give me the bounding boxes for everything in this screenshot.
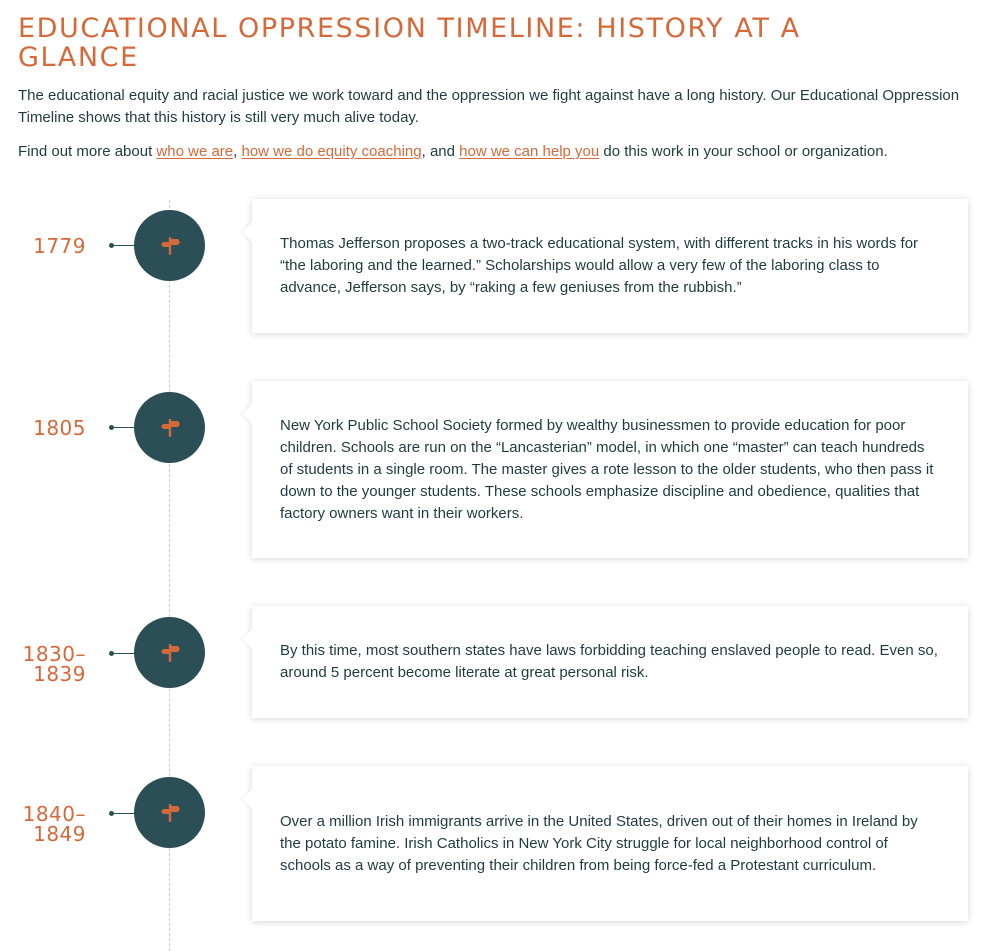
signpost-icon: [158, 641, 182, 665]
event-year-line-1: 1805: [33, 416, 86, 440]
find-more-suffix: do this work in your school or organization.: [599, 143, 888, 160]
event-marker: [134, 210, 205, 281]
event-year: [33, 418, 86, 438]
event-year-line-1: 1840–: [22, 802, 86, 826]
signpost-icon: [158, 801, 182, 825]
equity-coaching-link[interactable]: how we do equity coaching: [241, 143, 422, 160]
event-year-line-2: 1849: [33, 822, 86, 846]
event-year: [23, 804, 86, 844]
find-more-prefix: Find out more about: [18, 143, 157, 160]
find-more-separator-1: ,: [233, 143, 242, 160]
help-you-link[interactable]: how we can help you: [459, 143, 600, 160]
event-card: [252, 199, 968, 333]
event-year: [33, 236, 86, 256]
event-marker: [134, 617, 205, 688]
find-more-paragraph: [18, 141, 988, 163]
intro-paragraph: The educational equity and racial justice we work toward and the oppression we fight against have a long history. Our Educational Oppression Timeline shows that this history is still very much alive today.: [18, 87, 960, 126]
event-description: Over a million Irish immigrants arrive in the United States, driven out of their homes in Ireland by the potato famine. Irish Catholics in New York City struggle for local neighborhood control of schools as a way of preventing their children from being force-fed a Protestant curriculum.: [280, 812, 918, 874]
event-card: [252, 766, 968, 921]
event-year: [23, 644, 86, 684]
signpost-icon: [158, 234, 182, 258]
who-we-are-link[interactable]: who we are: [156, 143, 234, 160]
event-year-line-1: 1779: [33, 234, 86, 258]
event-description: New York Public School Society formed by wealthy businessmen to provide education for poor children. Schools are run on the “Lancasterian” model, in which one “master” can teach hundreds of students in a single room. The master gives a rote lesson to the older students, who then pass it down to the younger students. These schools emphasize discipline and obedience, qualities that factory owners want in their workers.: [280, 416, 934, 522]
event-year-line-2: 1839: [33, 662, 86, 686]
event-description: By this time, most southern states have laws forbidding teaching enslaved people to read. Even so, around 5 percent become literate at great personal risk.: [280, 642, 938, 681]
event-marker: [134, 777, 205, 848]
event-marker: [134, 392, 205, 463]
page-title: EDUCATIONAL OPPRESSION TIMELINE: HISTORY AT A GLANCE: [18, 13, 801, 73]
find-more-separator-2: , and: [421, 143, 460, 160]
signpost-icon: [158, 416, 182, 440]
event-card: [252, 381, 968, 558]
event-description: Thomas Jefferson proposes a two-track educational system, with different tracks in his words for “the laboring and the learned.” Scholarships would allow a very few of the laboring class to advance, Jefferson says, by “raking a few geniuses from the rubbish.”: [280, 235, 919, 296]
event-card: [252, 606, 968, 718]
event-year-line-1: 1830–: [22, 642, 86, 666]
